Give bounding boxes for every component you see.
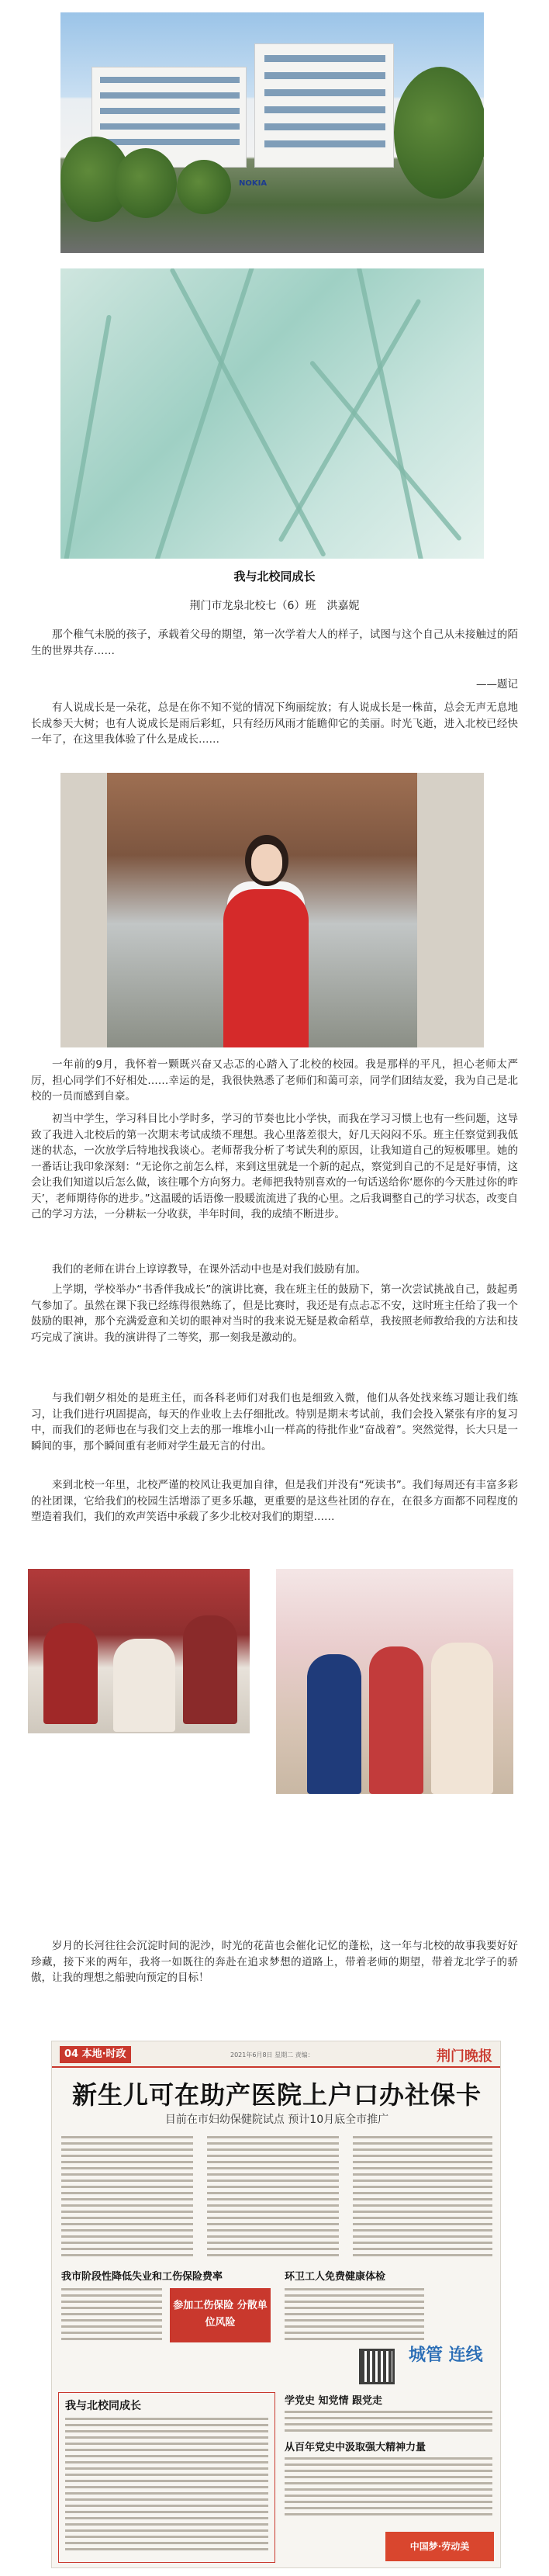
tree bbox=[177, 160, 231, 214]
teacher-and-students-photo bbox=[276, 1569, 513, 1794]
article-title: 我与北校同成长 bbox=[233, 570, 316, 583]
school-building-photo bbox=[60, 12, 484, 253]
closing-paragraph: 岁月的长河往往会沉淀时间的泥沙，时光的花苗也会催化记忆的蓬松，这一年与北校的故事我要好好珍藏，接下来的两年，我将一如既往的奔赴在追求梦想的道路上，带着老师的期望，带着龙北学子的骄傲，让我的理想之船驶向预定的目标！ bbox=[31, 1940, 518, 1984]
paragraph: 有人说成长是一朵花，总是在你不知不觉的情况下绚丽绽放；有人说成长是一株苗，总会无声无息地长成参天大树；也有人说成长是雨后彩虹，只有经历风雨才能瞻仰它的美丽。时光飞逝，进入北校已经快一年了，在这里我体验了什么是成长…… bbox=[31, 701, 518, 746]
intro-paragraph: 那个稚气未脱的孩子，承载着父母的期望，第一次学着大人的样子，试图与这个自己从未接触过的陌生的世界共存…… bbox=[31, 628, 518, 657]
students-studying-photo bbox=[28, 1569, 250, 1733]
building-right bbox=[254, 43, 394, 168]
text-column bbox=[353, 2136, 492, 2260]
paragraph: 初当中学生，学习科目比小学时多，学习的节奏也比小学快，而我在学习习惯上也有一些问题，这导致了我进入北校后的第一次期末考试成绩不理想。我心里落差很大，好几天闷闷不乐。班主任察觉到我低迷的状态，一次放学后特地找我谈心。老师帮我分析了考试失利的原因，让我知道自己的短板哪里。她的一番话让我印象深刻：“无论你之前怎么样，来到这里就是一个新的起点，察觉到自己的不足是好事情，这会让我们知道以后怎么做，该往哪个方向努力。老师把我特别喜欢的一句话送给你‘愿你的今天胜过你的昨天’，老师期待你的进步。”这温暖的话语像一股暖流流进了我的心里。之后我调整自己的学习状态，改变自己的学习方法，一分耕耘一分收获，半年时间，我的成绩不断进步。 bbox=[31, 1113, 518, 1220]
fern-leaf-photo bbox=[60, 268, 484, 559]
news-headline-2: 我市阶段性降低失业和工伤保险费率 bbox=[61, 2271, 223, 2283]
nokia-sign: NOKIA bbox=[239, 179, 268, 188]
tree bbox=[115, 148, 177, 218]
paragraph: 与我们朝夕相处的是班主任，而各科老师们对我们也是细致入微，他们从各处找来练习题让我们练习，让我们进行巩固提高，每天的作业收上去仔细批改。特别是期末考试前，我们会投入紧张有序的复习中，而我们的老师也在与我们交上去的那一堆堆小山一样高的待批作业“奋战着”。突然觉得，长大只是一瞬间的事，那个瞬间重有老师对学生最无言的付出。 bbox=[31, 1392, 518, 1452]
section-tag: 04 本地·时政 bbox=[60, 2046, 131, 2063]
chengguan-logo: 城管 连线 bbox=[409, 2346, 483, 2365]
newspaper-header bbox=[52, 2041, 501, 2068]
news-headline: 新生儿可在助产医院上户口办社保卡 bbox=[71, 2080, 482, 2110]
insurance-ad: 参加工伤保险 分散单位风险 bbox=[170, 2288, 271, 2342]
news-headline-3: 环卫工人免费健康体检 bbox=[285, 2271, 386, 2283]
student-speech-photo bbox=[60, 773, 484, 1047]
paragraph: 上学期，学校举办“书香伴我成长”的演讲比赛，我在班主任的鼓励下，第一次尝试挑战自己，鼓起勇气参加了。虽然在课下我已经练得很熟练了，但是比赛时，我还是有点忐忑不安，这时班主任给了我一个鼓励的眼神，那个充满爱意和关切的眼神对当时的我来说无疑是救命稻草，我按照老师教给我的方法和技巧完成了演讲。我的演讲得了二等奖，那一刻我是激动的。 bbox=[31, 1283, 518, 1344]
paragraph: 我们的老师在讲台上谆谆教导，在课外活动中也是对我们鼓励有加。 bbox=[52, 1263, 366, 1276]
tree bbox=[394, 67, 484, 199]
text-column bbox=[285, 2411, 492, 2436]
news-date: 2021年6月8日 星期二 责编： bbox=[230, 2051, 314, 2058]
newspaper-clipping bbox=[51, 2041, 501, 2568]
paragraph: 来到北校一年里，北校严谨的校风让我更加自律，但是我们并没有“死读书”。我们每周还有丰富多彩的社团课，它给我们的校园生活增添了更多乐趣，更重要的是这些社团的存在，在很多方面都不同程度的塑造着我们，我们的欢声笑语中承载了多少北校对我们的期望…… bbox=[31, 1479, 518, 1523]
text-column bbox=[61, 2288, 162, 2344]
epigraph-signature: ——题记 bbox=[476, 678, 518, 691]
article-byline: 荆门市龙泉北校七（6）班 洪嘉妮 bbox=[189, 600, 360, 612]
qr-code-icon bbox=[359, 2349, 395, 2384]
news-headline-4: 我与北校同成长 bbox=[65, 2400, 141, 2412]
text-column bbox=[285, 2457, 492, 2519]
paragraph: 一年前的9月，我怀着一颗既兴奋又忐忑的心踏入了北校的校园。我是那样的平凡，担心老师太严厉，担心同学们不好相处……幸运的是，我很快熟悉了老师们和蔼可亲，同学们团结友爱，我为自己是北校的一员而感到自豪。 bbox=[31, 1058, 518, 1103]
newspaper-brand: 荆门晚报 bbox=[437, 2048, 492, 2065]
text-column bbox=[285, 2288, 424, 2344]
bottom-ad: 中国梦·劳动美 bbox=[385, 2532, 494, 2561]
highlighted-article-box bbox=[58, 2392, 275, 2563]
news-headline-5: 学党史 知党情 跟党走 bbox=[285, 2395, 383, 2407]
text-column bbox=[207, 2136, 339, 2260]
text-column bbox=[61, 2136, 193, 2260]
news-headline-6: 从百年党史中汲取强大精神力量 bbox=[285, 2442, 426, 2453]
news-subheadline: 目前在市妇幼保健院试点 预计10月底全市推广 bbox=[164, 2114, 389, 2126]
student-figure bbox=[223, 889, 309, 1047]
